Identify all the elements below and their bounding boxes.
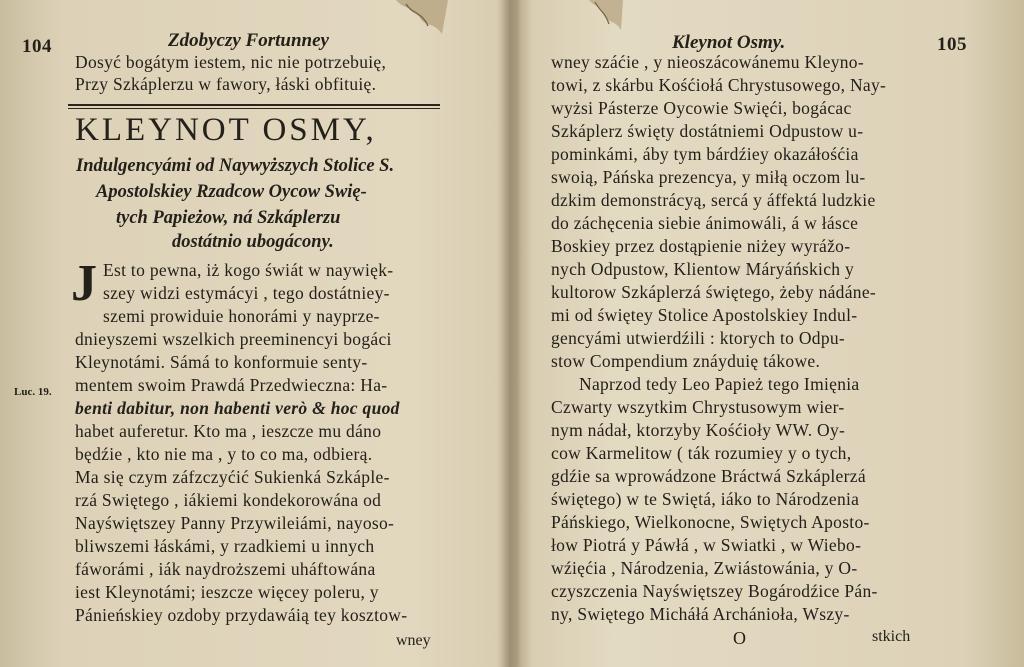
- body-line: Páńskiego, Wielkonocne, Swiętych Aposto-: [551, 512, 870, 532]
- body-line: wyżsi Pásterze Oycowie Swięći, bogácac: [551, 98, 852, 118]
- subtitle-line: tych Papieżow, ná Szkáplerzu: [116, 208, 341, 228]
- body-line: kultorow Szkáplerzá świętego, żeby nádáne-: [551, 282, 877, 302]
- body-line: nym nádał, ktorzyby Kośćioły WW. Oy-: [551, 420, 846, 440]
- verse-line: Dosyć bogátym iestem, nic nie potrzebuię,: [75, 52, 387, 72]
- body-line: towi, z skárbu Kośćiołá Chrystusowego, Nay-: [551, 75, 887, 95]
- subtitle-line: Indulgencyámi od Naywyższych Stolice S.: [76, 156, 395, 176]
- body-line: benti dabitur, non habenti verò & hoc quod: [75, 398, 400, 418]
- paper-damage: [587, 0, 623, 34]
- body-line: ny, Swiętego Micháłá Archánioła, Wszy-: [551, 604, 850, 624]
- body-line: wźięćia , Národzenia, Zwiástowánia, y O-: [551, 558, 858, 578]
- left-page: [0, 0, 505, 667]
- body-line: Nayświętszey Panny Przywileiámi, nayoso-: [75, 513, 395, 533]
- body-line: pominkámi, áby tym bárdźiey okazáłośćia: [551, 144, 859, 164]
- body-line: iest Kleynotámi; ieszcze więcey poleru, y: [75, 582, 379, 602]
- drop-cap: J: [71, 255, 97, 312]
- page-number: 105: [937, 34, 967, 55]
- body-line: gdźie sa wprowádzone Bráctwá Szkáplerzá: [551, 466, 866, 486]
- body-line: Pánieńskiey ozdoby przydawáią tey kosztow-: [75, 605, 408, 625]
- body-line: stow Compendium znáyduię tákowe.: [551, 351, 821, 371]
- signature-mark: O: [733, 628, 746, 648]
- paper-damage: [392, 0, 448, 40]
- body-line: Szkáplerz święty dostátniemi Odpustow u-: [551, 121, 864, 141]
- title-rule: [68, 104, 440, 106]
- body-line: szemi prowiduie honorámi y nayprze-: [103, 306, 380, 326]
- body-line: mentem swoim Prawdá Przedwieczna: Ha-: [75, 375, 388, 395]
- body-line: Est to pewna, iż kogo świát w naywięk-: [103, 260, 394, 280]
- body-line: fáworámi , iák naydroższemi uháftowána: [75, 559, 376, 579]
- body-line: do záchęcenia siebie ánimowáli, á w łásce: [551, 213, 859, 233]
- body-line: swoią, Páńska prezencya, y miłą oczom lu-: [551, 167, 866, 187]
- margin-note: Luc. 19.: [14, 386, 52, 398]
- body-line: mi od świętey Stolice Apostolskiey Indul-: [551, 305, 858, 325]
- body-line: Czwarty wszytkim Chrystusowym wier-: [551, 397, 845, 417]
- body-line: Kleynotámi. Sámá to konformuie senty-: [75, 352, 368, 372]
- body-line: wney száćie , y nieoszácowánemu Kleyno-: [551, 52, 864, 72]
- subtitle-line: Apostolskiey Rzadcow Oycow Swię-: [96, 182, 367, 202]
- body-line: gencyámi utwierdźili : ktorych to Odpu-: [551, 328, 846, 348]
- body-line: łow Piotrá y Páwłá , w Swiatki , w Wiebo-: [551, 535, 862, 555]
- chapter-title: KLEYNOT OSMY,: [75, 112, 377, 148]
- body-line: szey widzi estymácyi , tego dostátniey-: [103, 283, 390, 303]
- title-rule: [68, 108, 440, 109]
- verse-line: Przy Szkáplerzu w fawory, łáski obfituię.: [75, 74, 377, 94]
- body-line: bliwszemi łáskámi, y rzadkiemi u innych: [75, 536, 375, 556]
- page-number: 104: [22, 36, 52, 57]
- catchword: stkich: [872, 628, 911, 645]
- body-line: Boskiey przez dostąpienie niżey wyrážo-: [551, 236, 851, 256]
- subtitle-line: dostátnio ubogácony.: [172, 232, 334, 252]
- body-line: będźie , kto nie ma , y to co ma, odbierą.: [75, 444, 373, 464]
- body-line: czyszczenia Nayświętszey Bogárodźice Pán-: [551, 581, 878, 601]
- body-line: rzá Swiętego , iákiemi kondekorowána od: [75, 490, 382, 510]
- body-line: nych Odpustow, Klientow Máryáńskich y: [551, 259, 855, 279]
- running-head: Kleynot Osmy.: [672, 32, 786, 53]
- body-line: świętego) w te Swiętá, iáko to Národzenia: [551, 489, 860, 509]
- body-line: dzkim demonstrácyą, sercá y áffektá ludzkie: [551, 190, 876, 210]
- body-line: Naprzod tedy Leo Papież tego Imięnia: [579, 374, 860, 394]
- right-page: [515, 0, 1024, 667]
- catchword: wney: [396, 632, 431, 649]
- body-line: Ma się czym záfzczyćić Sukienká Szkáple-: [75, 467, 390, 487]
- running-head: Zdobyczy Fortunney: [168, 30, 329, 51]
- body-line: dnieyszemi wszelkich preeminencyi bogáci: [75, 329, 392, 349]
- body-line: habet auferetur. Kto ma , ieszcze mu dáno: [75, 421, 382, 441]
- body-line: cow Karmelitow ( ták rozumiey y o tych,: [551, 443, 852, 463]
